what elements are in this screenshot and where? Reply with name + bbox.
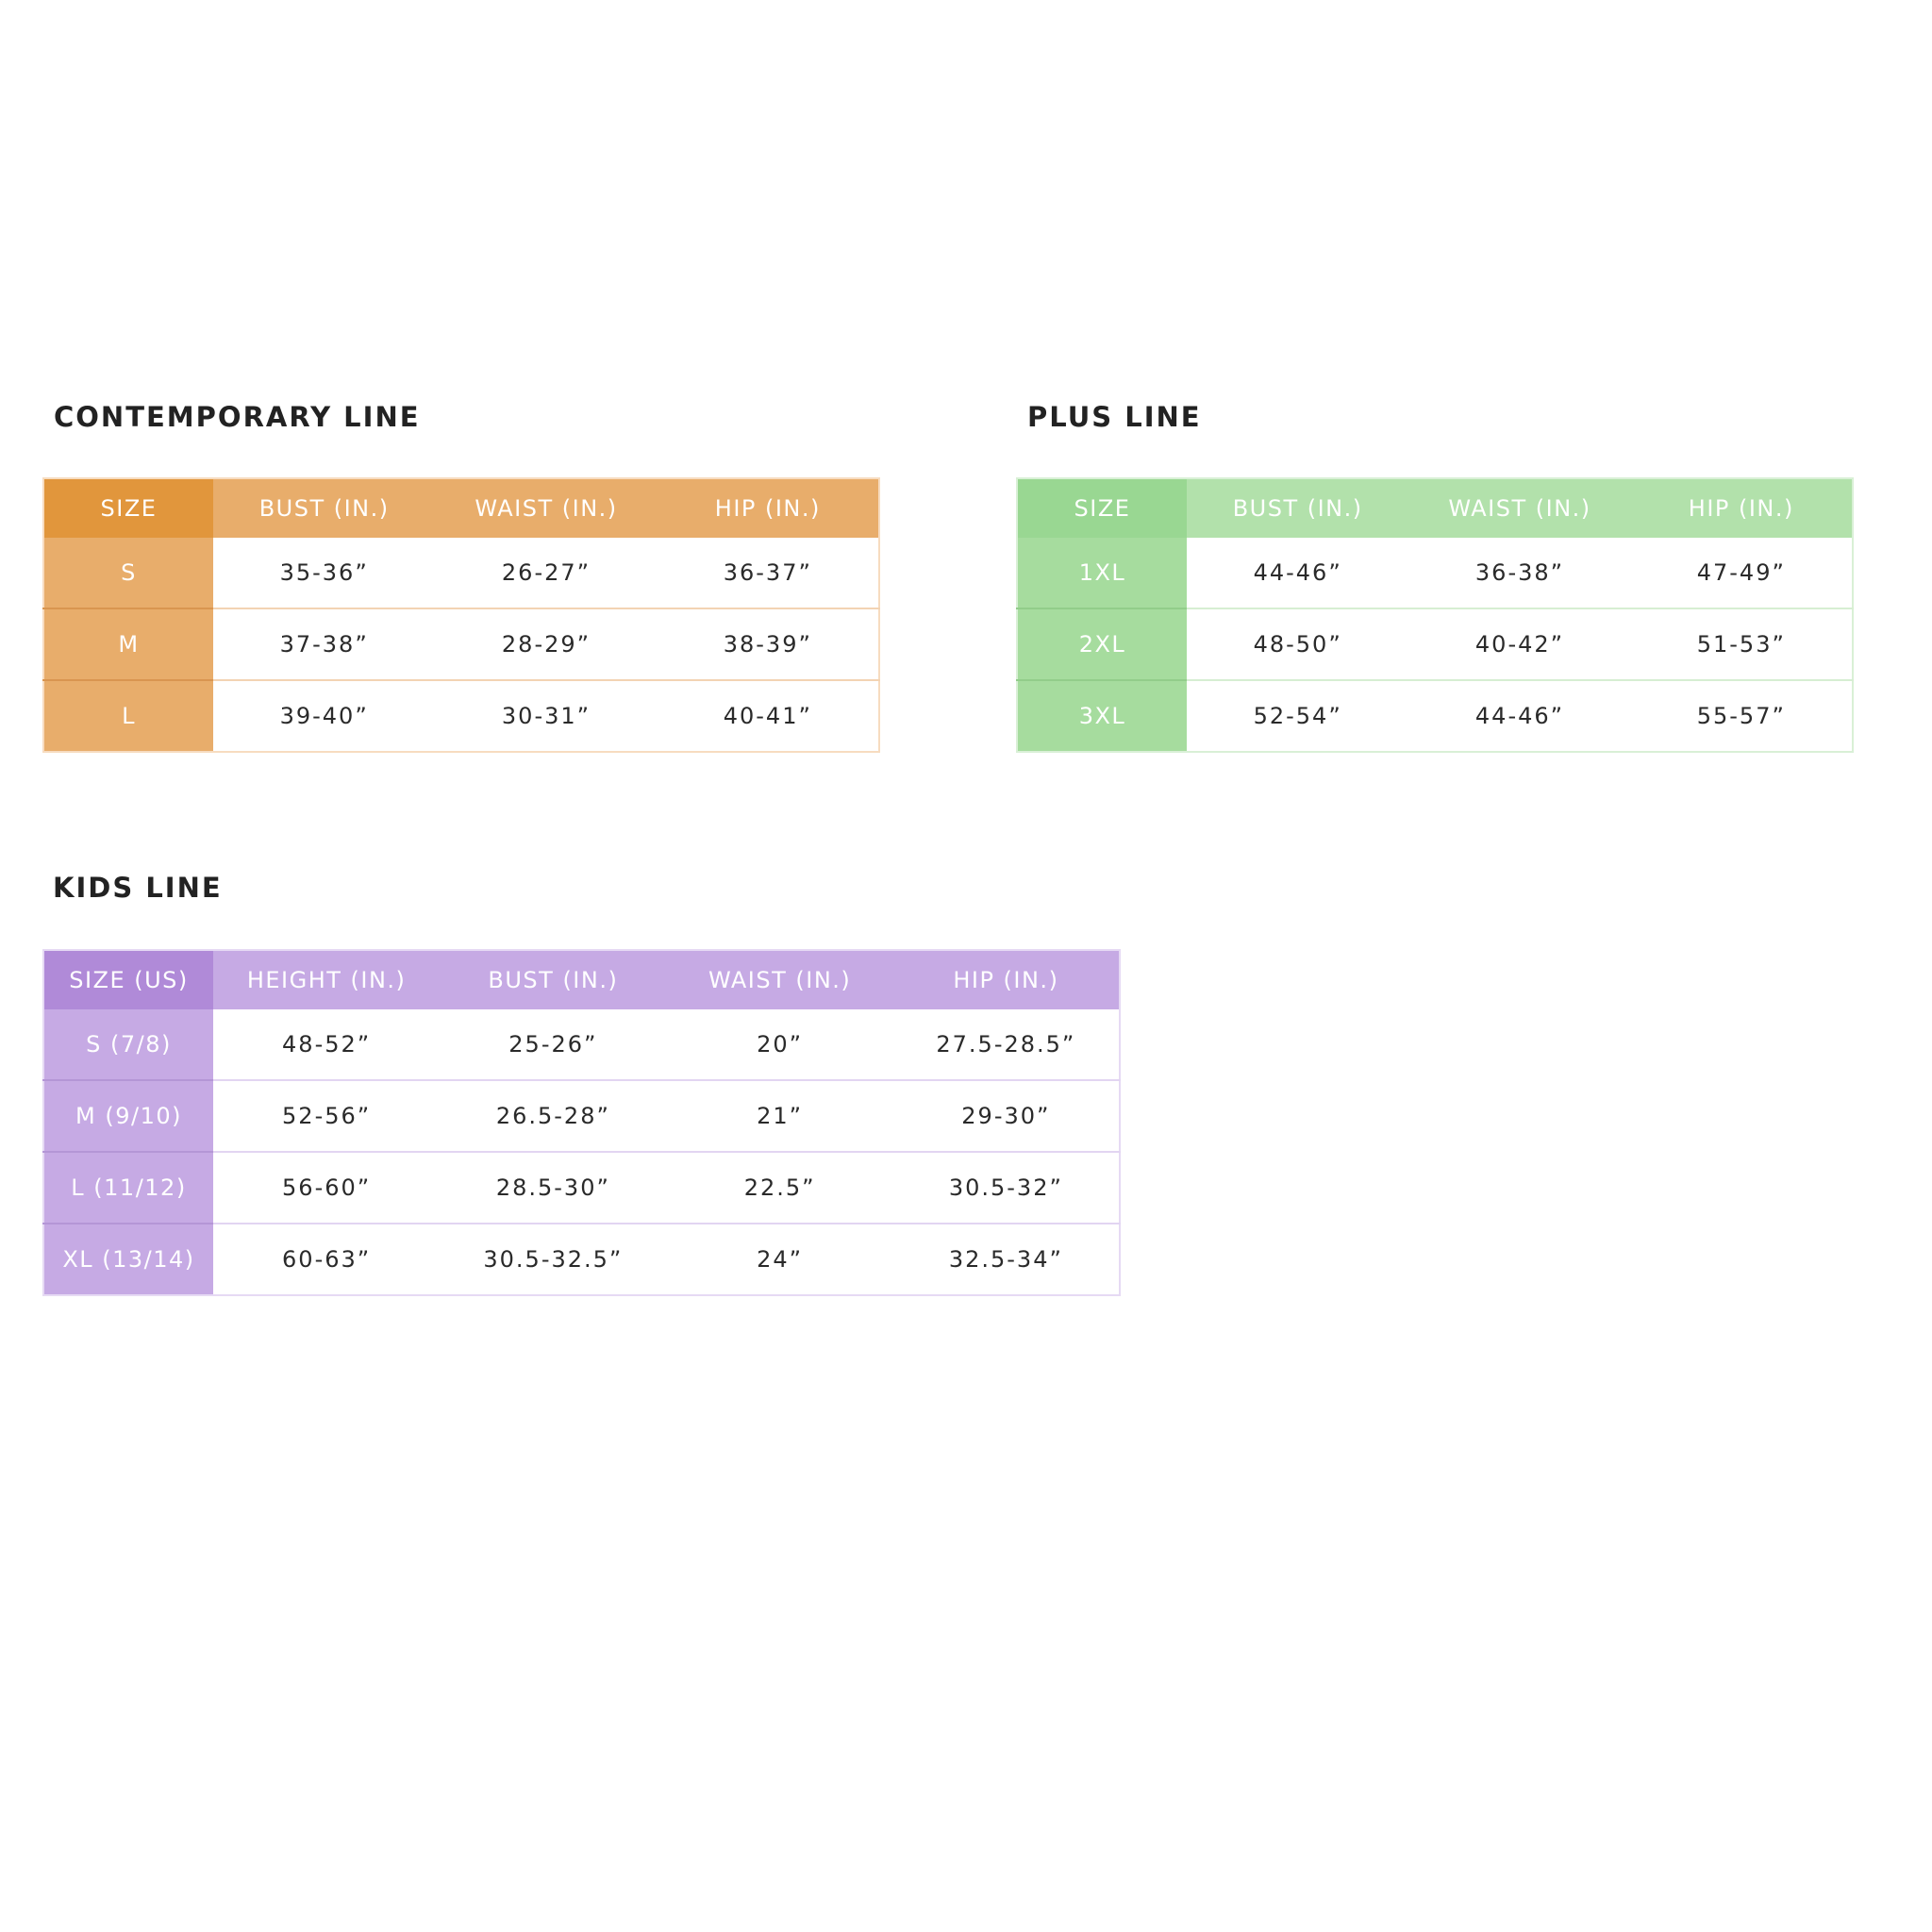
hip-value: 30.5-32” — [893, 1152, 1120, 1224]
hip-value: 29-30” — [893, 1080, 1120, 1152]
hip-value: 47-49” — [1696, 559, 1786, 586]
bust-value: 25-26” — [508, 1031, 598, 1058]
table-row — [43, 538, 879, 608]
hip-value: 38-39” — [658, 608, 879, 680]
height-value: 48-52” — [282, 1031, 372, 1058]
table-row — [43, 608, 879, 680]
table-row — [43, 1009, 1120, 1080]
table-row — [43, 680, 879, 752]
hip-value: 36-37” — [723, 559, 812, 586]
bust-value: 28.5-30” — [440, 1152, 666, 1224]
size-label: M — [43, 608, 213, 680]
size-label: 3XL — [1017, 680, 1187, 752]
waist-value: 30-31” — [435, 680, 657, 752]
bust-value: 44-46” — [1253, 559, 1342, 586]
waist-value: 40-42” — [1408, 608, 1630, 680]
table-row — [1017, 608, 1853, 680]
hip-value: 32.5-34” — [893, 1224, 1120, 1295]
header-height: HEIGHT (IN.) — [213, 950, 440, 1009]
hip-value: 40-41” — [658, 680, 879, 752]
table-header-row — [43, 950, 1120, 1009]
size-label: M (9/10) — [43, 1080, 213, 1152]
size-label: 1XL — [1017, 538, 1187, 608]
table-row — [1017, 538, 1853, 608]
contemporary-size-table — [42, 477, 880, 753]
size-label: 2XL — [1017, 608, 1187, 680]
header-bust: BUST (IN.) — [440, 950, 666, 1009]
bust-value: 52-54” — [1187, 680, 1408, 752]
size-label: S (7/8) — [43, 1009, 213, 1080]
bust-value: 48-50” — [1187, 608, 1408, 680]
waist-value: 28-29” — [435, 608, 657, 680]
table-row — [1017, 680, 1853, 752]
size-label: L — [43, 680, 213, 752]
header-bust: BUST (IN.) — [213, 478, 435, 538]
height-value: 60-63” — [213, 1224, 440, 1295]
bust-value: 37-38” — [213, 608, 435, 680]
header-hip: HIP (IN.) — [893, 950, 1120, 1009]
header-waist: WAIST (IN.) — [667, 950, 893, 1009]
waist-value: 21” — [667, 1080, 893, 1152]
hip-value: 27.5-28.5” — [936, 1031, 1076, 1058]
table-row — [43, 1152, 1120, 1224]
kids-size-table — [42, 949, 1121, 1296]
hip-value: 55-57” — [1631, 680, 1853, 752]
header-size: SIZE — [43, 478, 213, 538]
kids-line-title: KIDS LINE — [53, 872, 223, 904]
table-header-row — [43, 478, 879, 538]
waist-value: 26-27” — [501, 559, 591, 586]
header-size-us: SIZE (US) — [43, 950, 213, 1009]
header-hip: HIP (IN.) — [1631, 478, 1853, 538]
height-value: 56-60” — [213, 1152, 440, 1224]
waist-value: 24” — [667, 1224, 893, 1295]
table-header-row — [1017, 478, 1853, 538]
table-row — [43, 1080, 1120, 1152]
waist-value: 20” — [757, 1031, 804, 1058]
waist-value: 44-46” — [1408, 680, 1630, 752]
bust-value: 30.5-32.5” — [440, 1224, 666, 1295]
waist-value: 36-38” — [1474, 559, 1565, 586]
height-value: 52-56” — [213, 1080, 440, 1152]
header-size: SIZE — [1017, 478, 1187, 538]
header-bust: BUST (IN.) — [1187, 478, 1408, 538]
bust-value: 39-40” — [213, 680, 435, 752]
contemporary-line-title: CONTEMPORARY LINE — [54, 401, 421, 433]
header-hip: HIP (IN.) — [658, 478, 879, 538]
bust-value: 26.5-28” — [440, 1080, 666, 1152]
hip-value: 51-53” — [1631, 608, 1853, 680]
waist-value: 22.5” — [667, 1152, 893, 1224]
size-label: L (11/12) — [43, 1152, 213, 1224]
header-waist: WAIST (IN.) — [1408, 478, 1630, 538]
plus-size-table — [1016, 477, 1854, 753]
header-waist: WAIST (IN.) — [435, 478, 657, 538]
size-label: S — [43, 538, 213, 608]
size-label: XL (13/14) — [43, 1224, 213, 1295]
plus-line-title: PLUS LINE — [1027, 401, 1202, 433]
bust-value: 35-36” — [279, 559, 369, 586]
table-row — [43, 1224, 1120, 1295]
